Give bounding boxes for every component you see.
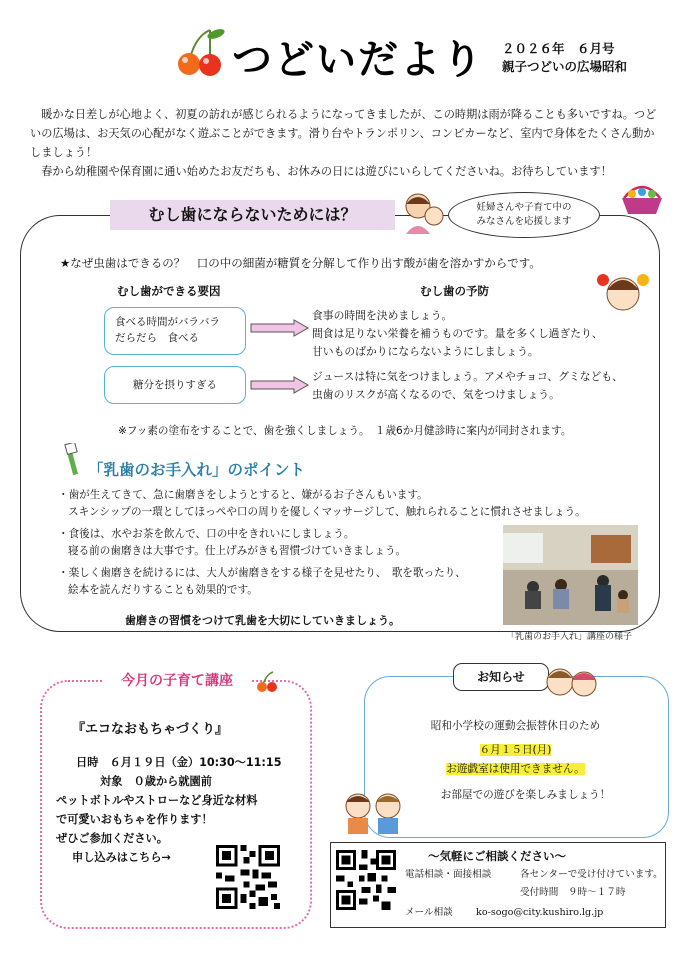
kouza-desc-line-3: ぜひご参加ください。: [56, 832, 168, 845]
toothbrush-icon: [60, 443, 86, 475]
cause-header: むし歯ができる要因: [117, 284, 221, 298]
lecture-photo-image: [503, 525, 638, 625]
consult-mail-link[interactable]: ko-sogo@city.kushiro.lg.jp: [476, 907, 604, 918]
prevent-1-line-3: 甘いものばかりにならないようにしましょう。: [312, 345, 539, 358]
nyushi-point-2-line-2: 寝る前の歯磨きは大事です。仕上げみがきも習慣づけていきましょう。: [68, 545, 407, 557]
cause-box-2: 糖分を摂りすぎる: [104, 366, 246, 404]
notice-closed-line: [364, 761, 667, 776]
kouza-apply-text: 申し込みはこちら→: [72, 851, 171, 864]
notice-closed-text: お遊戯室は使用できません。: [446, 763, 585, 775]
kouza-desc-line-2: で可愛いおもちゃを作ります！: [56, 813, 213, 826]
nyushi-point-3-line-1: ・楽しく歯磨きを続けるには、大人が歯磨きをする様子を見せたり、 歌を歌ったり、: [58, 567, 466, 579]
photo-caption: 「乳歯のお手入れ」講座の様子: [506, 632, 633, 642]
consult-title: ～気軽にご相談ください～: [428, 849, 566, 863]
page-title: つどいだより: [232, 37, 484, 83]
why-cavity-text: ★なぜ虫歯はできるの？ 口の中の細菌が糖質を分解して作り出す酸が歯を溶かすからです。: [60, 256, 541, 270]
kids-icon: [540, 660, 602, 708]
prevent-2-line-1: ジュースは特に気をつけましょう。アメやチョコ、グミなども、: [312, 370, 623, 383]
prevent-text-1: [312, 307, 603, 361]
nyushi-point-1-line-2: スキンシップの一環としてほっぺや口の周りを優しくマッサージして、触れられることに慣れさせましょう。: [68, 506, 586, 518]
kouza-desc-line-1: ペットボトルやストローなど身近な材料: [56, 794, 258, 807]
kouza-title: 今月の子育て講座: [102, 670, 252, 690]
mushiba-title: むし歯にならないためには？: [110, 200, 395, 230]
intro-text: [30, 105, 660, 181]
consult-phone-label: 電話相談・面接相談: [405, 869, 492, 880]
cause-box-1: [104, 307, 246, 355]
prevent-header: むし歯の予防: [420, 284, 489, 298]
consult-phone-text: 各センターで受け付けています。: [520, 869, 663, 880]
kouza-target: 対象 ０歳から就園前: [100, 775, 212, 788]
bubble-line-1: 妊婦さんや子育て中の: [476, 202, 572, 213]
cherry-icon: [172, 24, 228, 80]
notice-title: お知らせ: [453, 663, 549, 691]
cause-1-line-2: だらだら 食べる: [115, 332, 199, 344]
mother-baby-icon: [398, 190, 452, 236]
nyushi-point-3-line-2: 絵本を読んだりすることも効果的です。: [68, 584, 258, 596]
kouza-date: 日時 ６月１９日（金）10:30～11:15: [76, 756, 282, 769]
issue-info: [502, 40, 627, 76]
consult-mail-label: メール相談: [405, 907, 453, 918]
girl-eating-icon: [595, 268, 651, 316]
application-qr-code[interactable]: [216, 845, 280, 909]
children-icon: [340, 786, 410, 836]
nyushi-point-1-line-1: ・歯が生えてきて、急に歯磨きをしようとすると、嫌がるお子さんもいます。: [58, 489, 428, 501]
nyushi-point-2-line-1: ・食後は、水やお茶を飲んで、口の中をきれいにしましょう。: [58, 528, 355, 540]
intro-para-2: 春から幼稚園や保育園に通い始めたお友だちも、お休みの日には遊びにいらしてくださいね。お待ちしています！: [41, 165, 612, 178]
issue-line: ２０２６年 ６月号: [502, 41, 615, 56]
support-bubble: [448, 192, 600, 238]
kouza-name: 『エコなおもちゃづくり』: [72, 722, 229, 737]
notice-date-line: [364, 742, 667, 757]
prevent-1-line-2: 間食は足りない栄養を補うものです。量を多くし過ぎたり、: [312, 327, 603, 340]
nyushi-title: 「乳歯のお手入れ」のポイント: [88, 461, 306, 479]
consult-hours: 受付時間 ９時～１７時: [520, 887, 626, 898]
org-line: 親子つどいの広場昭和: [502, 59, 628, 74]
prevent-1-line-1: 食事の時間を決めましょう。: [312, 309, 453, 322]
prevent-2-line-2: 虫歯のリスクが高くなるので、気をつけましょう。: [312, 388, 560, 401]
cherry-icon: [255, 670, 279, 694]
candy-basket-icon: [618, 180, 666, 218]
habit-text: 歯磨きの習慣をつけて乳歯を大切にしていきましょう。: [125, 614, 400, 627]
notice-line-4: お部屋での遊びを楽しみましょう！: [440, 789, 611, 801]
bubble-line-2: みなさんを応援します: [476, 216, 572, 227]
notice-line-1: 昭和小学校の運動会振替休日のため: [430, 720, 601, 732]
arrow-right-icon: [250, 376, 310, 394]
consult-qr-code[interactable]: [336, 850, 396, 910]
fluoride-note: ※フッ素の塗布をすることで、歯を強くしましょう。 １歳6か月健診時に案内が同封されます。: [118, 425, 572, 437]
intro-para-1: 暖かな日差しが心地よく、初夏の訪れが感じられるようになってきましたが、この時期は雨が降ることも多いですね。つどいの広場は、お天気の心配がなく遊ぶことができます。滑り台やトランポリン、コンビカーなど、室内で身体をたくさん動かしましょう！: [30, 108, 657, 159]
prevent-text-2: [312, 368, 623, 404]
cause-1-line-1: 食べる時間がバラバラ: [115, 316, 220, 328]
lecture-photo: [503, 525, 638, 625]
arrow-right-icon: [250, 319, 310, 337]
notice-date: ６月１５日(月): [479, 744, 552, 756]
